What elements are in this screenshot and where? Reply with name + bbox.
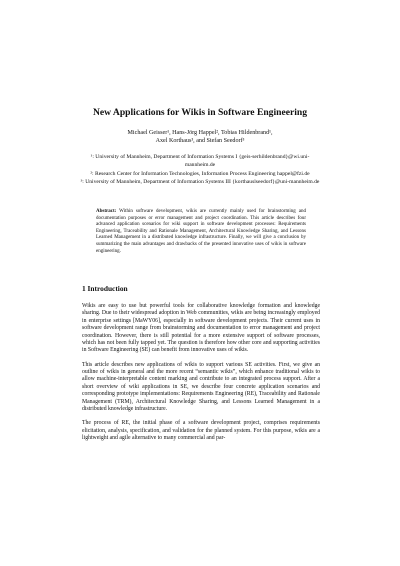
affiliations	[80, 153, 320, 186]
affiliation-1: ¹: University of Mannheim, Department of Information Systems I {geis-serhildenbrand}@wi.uni-mannheim.de	[90, 154, 310, 169]
author-line-1: Michael Geisser¹, Hans-Jörg Happel², Tobias Hildenbrand¹,	[127, 130, 273, 136]
paper-title: New Applications for Wikis in Software Engineering	[92, 107, 308, 118]
affiliation-3: ³: University of Mannheim, Department of Information Systems III {korthauslseedorf}@uni-mannheim.de	[80, 178, 320, 185]
paragraph-3: The process of RE, the initial phase of a software development project, comprises requirements elicitation, analysis, specification, and validation for the planned system. For this purpose, wikis are a lightweight and agile alternative to many commercial and par-	[82, 420, 320, 442]
affiliation-2: ²: Research Center for Information Technologies, Information Process Engineering happel@fzi.de	[90, 170, 310, 177]
abstract-label: Abstract:	[96, 209, 117, 214]
section-heading: 1 Introduction	[82, 284, 128, 293]
abstract	[96, 209, 306, 255]
paragraph-1: Wikis are easy to use but powerful tools for collaborative knowledge formation and knowledge sharing. Due to their widespread adoption in Web communities, wikis are being increasingly employed in enterprise settings [MaWY06], especially in software development projects. Their current uses in software development range from brainstorming and documentation to error management and project coordination. However, there is still potential for a more extensive support of software processes, which has not been fully tapped yet. The question is therefore how other core and supporting activities in Software Engineering (SE) can benefit from innovative uses of wikis.	[82, 303, 320, 354]
section-body	[82, 303, 320, 449]
abstract-text: Within software development, wikis are currently mainly used for brainstorming and documentation purposes or error management and project coordination. This article describes four advanced application scenarios for wiki support in software development processes: Requirements Engineering, Traceability and Rationale Management, Architectural Knowledge Sharing, and Lessons Learned Management in a distributed knowledge infrastructure. Finally, we will give a conclusion by summarizing the main advantages and drawbacks of the presented innovative uses of wikis in software engineering.	[96, 209, 306, 254]
author-list	[90, 129, 310, 146]
paragraph-2: This article describes new applications of wikis to support various SE activities. First, we give an outline of wikis in general and the more recent “semantic wikis”, which enhance traditional wikis to allow machine-interpretable content marking and contribute to an integrated process support. After a short overview of wiki applications in SE, we describe four concrete application scenarios and corresponding prototype implementations: Requirements Engineering (RE), Traceability and Rationale Management (TRM), Architectural Knowledge Sharing, and Lessons Learned Management in a distributed knowledge infrastructure.	[82, 361, 320, 413]
author-line-2: Axel Korthaus³, and Stefan Seedorf³	[155, 138, 245, 145]
